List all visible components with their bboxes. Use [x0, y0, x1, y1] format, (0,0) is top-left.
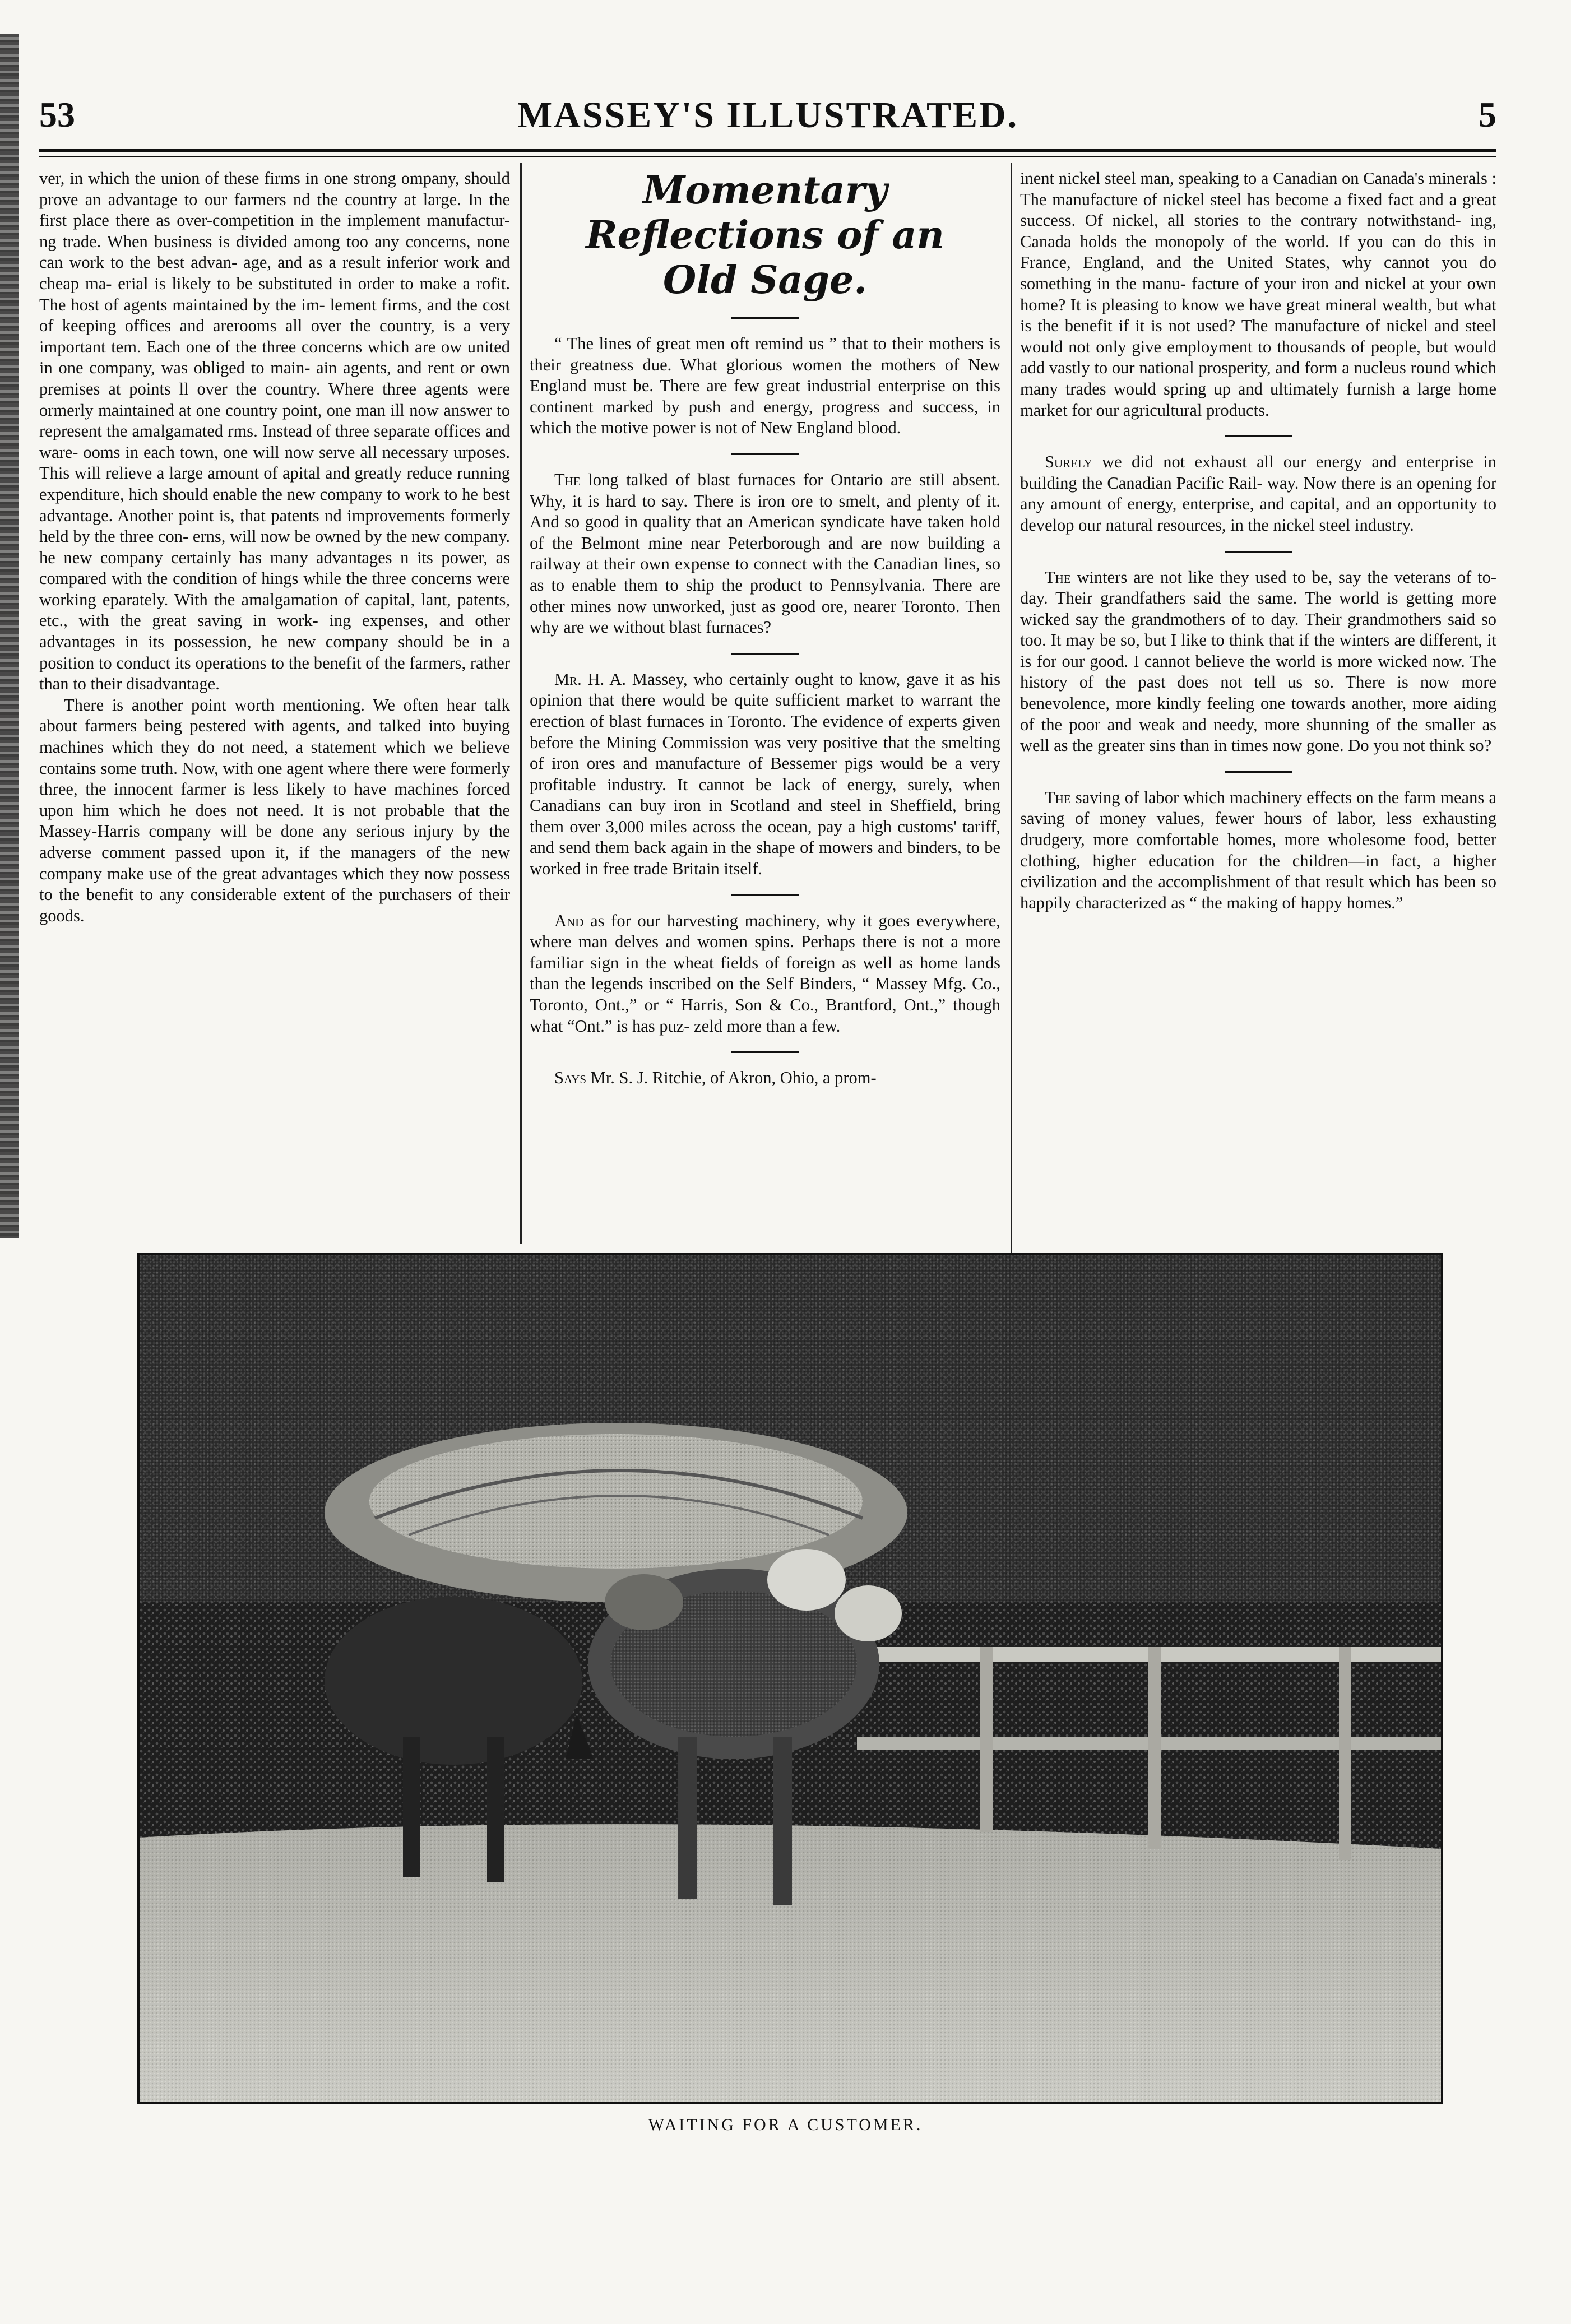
masthead-title: MASSEY'S ILLUSTRATED. — [517, 95, 1019, 136]
heading-line-2: Old Sage. — [663, 258, 867, 303]
paragraph — [530, 911, 1000, 1037]
paragraph — [1020, 567, 1496, 757]
section-dash — [731, 1051, 799, 1053]
header-rule-thin — [39, 156, 1496, 157]
paragraph — [530, 470, 1000, 638]
paragraph-text: we did not exhaust all our energy and enterprise in building the Canadian Pacific Rail- way. Now there is an opening for any amount of energy, enterprise, and capital, and an opportunity to develop our natural resources, in the nickel steel industry. — [1020, 452, 1496, 535]
header-rule — [39, 149, 1496, 152]
section-dash — [1225, 435, 1292, 437]
paragraph: ver, in which the union of these firms in one strong ompany, should prove an advantage to our farmers nd the country at large. In the first place there as over-competition in the implement manufactur- ng trade. When business is divided among too any concerns, none can work to the best advan- age, and as a result inferior work and cheap ma- erial is likely to be substituted in order to make a rofit. The host of agents maintained by the im- lement firms, and the cost of keeping offices and arerooms all over the country, is a very important tem. Each one of the three concerns which are ow united in one company, was obliged to main- ain agents, and rent or own premises at points ll over the country. Where three agents were ormerly maintained at one country point, one man ill now answer to represent the amalgamated rms. Instead of three separate offices and ware- ooms in each town, one will now serve all necessary urposes. This will relieve a large amount of apital and greatly reduce running expenditure, hich should enable the new company to work to he best advantage. Another point is, that patents nd improvements formerly held by the three con- erns, will now be owned by the new company. he new company certainly has many advantages n its power, as compared with the condition of hings while the three concerns were working eparately. With the amalgamation of capital, lant, patents, etc., with the great saving in work- ing expenses, and other advantages in its possession, he new company should be in a position to conduct its operations to the benefit of the farmers, rather than to their disadvantage. — [39, 169, 510, 694]
column-divider — [520, 163, 522, 1244]
page-binding-edge — [0, 34, 19, 1238]
column-divider — [1011, 163, 1012, 1261]
paragraph-text: winters are not like they used to be, say the veterans of to-day. Their grandfathers said the same. The world is getting more wicked say the grandmothers of to day. Their grandmothers said so too. It may be so, but I like to think that if the winters are different, it is for our good. I cannot believe the world is more wicked now. The history of the past does not tell us so. There is now more benevolence, more kindly feeling one towards another, more aiding of the poor and weak and needy, more shunning of the smaller as well as the greater sins than in times now gone. Do you not think so? — [1020, 567, 1496, 755]
section-dash — [1225, 771, 1292, 773]
lead-word: Surely — [1045, 452, 1092, 472]
paragraph — [1020, 787, 1496, 914]
lead-word: Says — [554, 1068, 587, 1088]
paragraph — [530, 669, 1000, 880]
paragraph — [1020, 452, 1496, 536]
section-dash — [731, 453, 799, 455]
article-column-1 — [39, 168, 510, 1233]
section-dash — [731, 894, 799, 896]
paragraph — [530, 1068, 1000, 1089]
page-number-right: 5 — [1479, 95, 1496, 134]
paragraph-text: H. A. Massey, who certainly ought to know, gave it as his opinion that there would be quite sufficient market to warrant the erection of blast furnaces in Toronto. The evidence of experts given before the Mining Commission was very positive that the smelting of iron ores and manufacture of Bessemer pigs would be a very profitable industry. It cannot be lack of energy, surely, when Canadians can buy iron in Scotland and steel in Sheffield, bring them over 3,000 miles across the ocean, pay a high customs' tariff, and send them back again in the shape of mowers and binders, to be worked in free trade Britain itself. — [530, 669, 1000, 879]
paragraph-text: Mr. S. J. Ritchie, of Akron, Ohio, a prom- — [586, 1068, 877, 1088]
lead-word: The — [1045, 787, 1071, 807]
paragraph: inent nickel steel man, speaking to a Canadian on Canada's minerals : The manufacture of nickel steel has become a fixed fact and a great success. Of nickel, all stories to the contrary notwithstand- ing, Canada holds the monopoly of the world. If you can do this in France, England, and the United States, why cannot you do something in the manu- facture of your iron and nickel at your own home? It is pleasing to know we have great mineral wealth, but what is the benefit if it is not used? The manufacture of nickel and steel would not only give employment to thousands of people, but would add vastly to our national prosperity, and form a nucleus round which many trades would spring up and ultimately furnish a large home market for our agricultural products. — [1020, 169, 1496, 420]
heading-line-1: Momentary Reflections of an — [586, 168, 944, 258]
article-heading — [530, 168, 1000, 303]
paragraph-text: saving of labor which machinery effects on the farm means a saving of money values, fewer hours of labor, less exhausting drudgery, more comfortable homes, more wholesome food, better clothing, higher education for the children—in fact, a higher civilization and the accomplishment of that result which has been so happily characterized as “ the making of happy homes.” — [1020, 787, 1496, 912]
paragraph: “ The lines of great men oft remind us ” that to their mothers is their greatness due. What glorious women the mothers of New England must be. There are few great industrial enterprise on this continent marked by push and energy, progress and success, in which the motive power is not of New England blood. — [530, 334, 1000, 438]
paragraph-text: as for our harvesting machinery, why it goes everywhere, where man delves and women spins. Perhaps there is not a more familiar sign in the wheat fields of foreign as well as home lands than the legends inscribed on the Self Binders, “ Massey Mfg. Co., Toronto, Ont.,” or “ Harris, Son & Co., Brantford, Ont.,” though what “Ont.” is has puz- zeld more than a few. — [530, 911, 1000, 1036]
photo-illustration — [140, 1255, 1441, 2102]
page-number-left: 53 — [39, 95, 75, 134]
halftone-photograph — [137, 1253, 1443, 2104]
paragraph-text: long talked of blast furnaces for Ontario are still absent. Why, it is hard to say. There is iron ore to smelt, and plenty of it. And so good in quality that an American syndicate have taken hold of the Belmont mine near Peterborough and are now building a railway at their own expense to connect with the Canadian lines, so as to enable them to ship the product to Pennsylvania. There are other mines now unworked, just as good ore, nearer Toronto. Then why are we without blast furnaces? — [530, 470, 1000, 637]
article-column-3 — [1020, 168, 1496, 1278]
section-dash — [731, 653, 799, 655]
lead-word: Mr. — [554, 669, 582, 689]
lead-word: The — [554, 470, 581, 489]
paragraph: There is another point worth mentioning. We often hear talk about farmers being pestered with agents, and talked into buying machines which they do not need, a statement which we believe contains some truth. Now, with one agent where there were formerly three, the innocent farmer is less likely to have machines forced upon him which he does not need. It is not probable that the Massey-Harris company will be done any serious injury by the adverse comment passed upon it, if the managers of the new company make use of the great advantages which they now possess to the benefit to any considerable extent of the purchasers of their goods. — [39, 695, 510, 925]
article-column-2 — [530, 168, 1000, 1278]
section-dash — [1225, 551, 1292, 553]
section-dash — [731, 317, 799, 319]
lead-word: The — [1045, 567, 1071, 587]
lead-word: And — [554, 911, 584, 930]
page-header — [39, 84, 1496, 151]
photo-caption: WAITING FOR A CUSTOMER. — [648, 2116, 923, 2134]
